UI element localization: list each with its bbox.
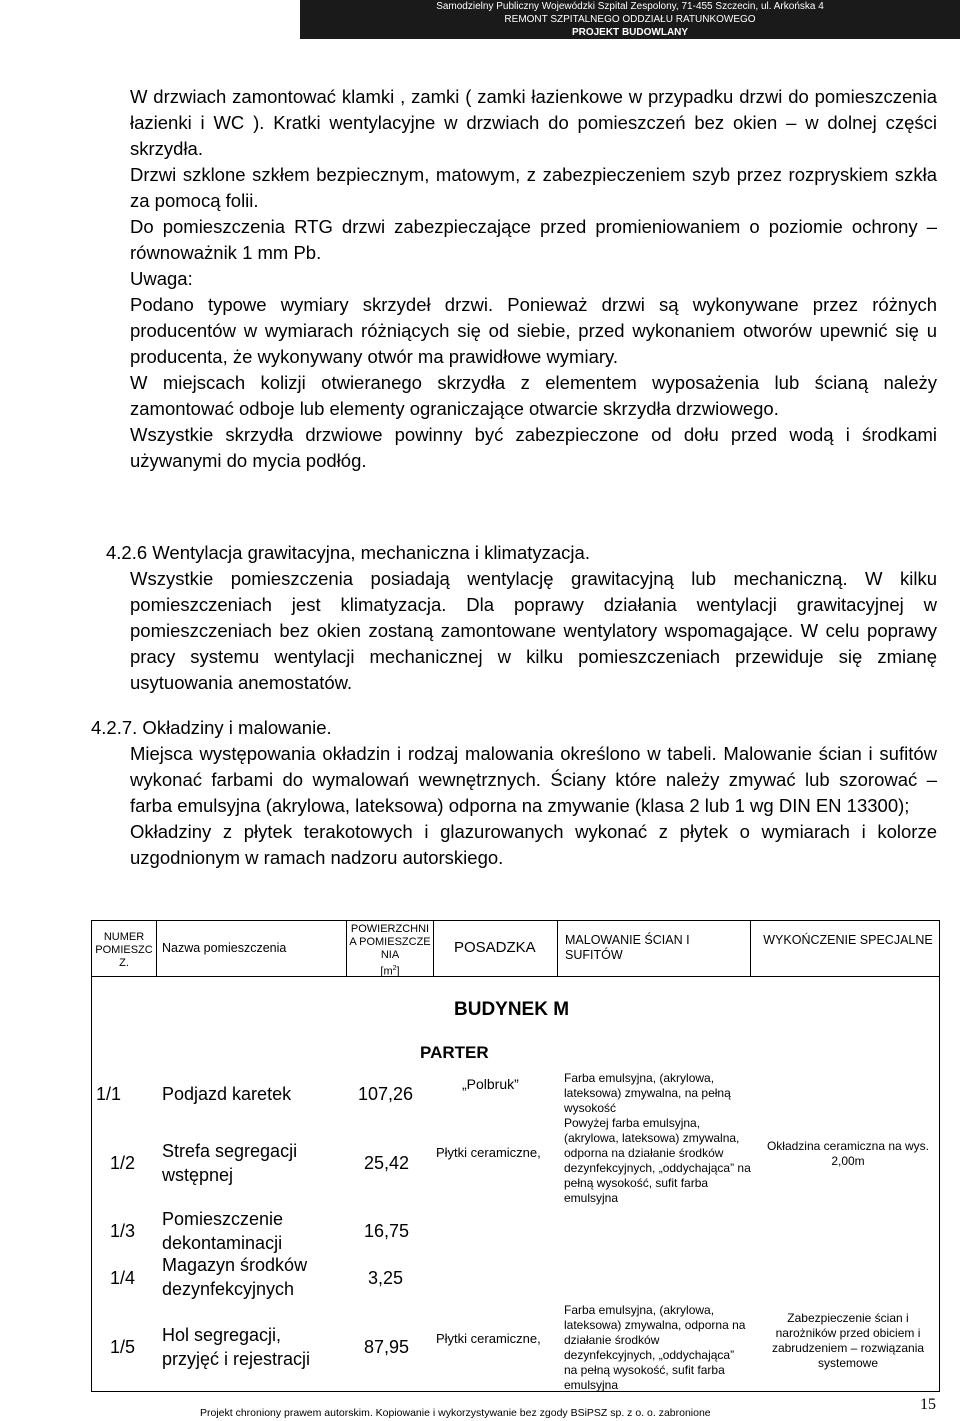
page-number: 15: [920, 1396, 936, 1413]
row-number: 1/2: [110, 1153, 136, 1173]
row-area: 107,26: [358, 1084, 414, 1104]
header-project: REMONT SZPITALNEGO ODDZIAŁU RATUNKOWEGO: [300, 13, 960, 26]
row-number: 1/5: [110, 1337, 136, 1357]
section-heading-finishes: 4.2.7. Okładziny i malowanie.: [91, 717, 332, 738]
col-header-finish: WYKOŃCZENIE SPECJALNE: [763, 933, 933, 947]
row-number: 1/4: [110, 1268, 136, 1288]
paragraph-finishes: Miejsca występowania okładzin i rodzaj malowania określono w tabeli. Malowanie ścian i sufitów wykonać farbami do wymalowań wewnętrznych. Ściany które należy zmywać lub szorować – farba emulsyjna (akrylowa, lateksowa) odporna na zmywanie (klasa 2 lub 1 wg DIN EN 13300);: [130, 743, 937, 816]
footer-copyright: Projekt chroniony prawem autorskim. Kopiowanie i wykorzystywanie bez zgody BSiPSZ sp. z o. o. zabronione: [200, 1407, 711, 1419]
floor-ceramic: Płytki ceramiczne,: [436, 1331, 541, 1346]
row-area: 3,25: [368, 1268, 404, 1288]
paragraph-protection: Wszystkie skrzydła drzwiowe powinny być zabezpieczone od dołu przed wodą i środkami używanymi do mycia podłóg.: [130, 424, 937, 471]
col-header-name: Nazwa pomieszczenia: [162, 941, 287, 955]
finishes-table: [91, 920, 940, 1392]
paragraph-dimensions: Podano typowe wymiary skrzydeł drzwi. Ponieważ drzwi są wykonywane przez różnych producentów w wymiarach różniących się od siebie, przed wykonaniem otworów upewnić się u producenta, że wykonywany otwór ma prawidłowe wymiary.: [130, 294, 937, 367]
paint-spec-1: Farba emulsyjna, (akrylowa, lateksowa) zmywalna, na pełną wysokość: [564, 1071, 731, 1115]
finish-spec-1: Okładzina ceramiczna na wys. 2,00m: [766, 1139, 930, 1168]
floor-polbruk: „Polbruk”: [462, 1076, 519, 1092]
paint-spec-3: Farba emulsyjna, (akrylowa, lateksowa) zmywalna, odporna na działanie środków dezynfekcyjnych, „oddychająca” na pełną wysokość, sufit farba emulsyjna: [564, 1303, 746, 1392]
section-ventilation: [130, 566, 937, 696]
level-label: PARTER: [420, 1043, 489, 1062]
row-number: 1/3: [110, 1221, 136, 1241]
floor-ceramic: Płytki ceramiczne,: [436, 1145, 541, 1160]
paragraph-handles: W drzwiach zamontować klamki , zamki ( zamki łazienkowe w przypadku drzwi do pomieszczenia łazienki i WC ). Kratki wentylacyjne w drzwiach do pomieszczeń bez okien – w dolnej części skrzydła.: [130, 86, 937, 159]
col-header-floor: POSADZKA: [454, 939, 536, 956]
paragraph-rtg: Do pomieszczenia RTG drzwi zabezpieczające przed promieniowaniem o poziomie ochrony – równoważnik 1 mm Pb.: [130, 216, 937, 263]
row-area: 87,95: [364, 1337, 410, 1357]
finish-spec-2: Zabezpieczenie ścian i narożników przed obiciem i zabrudzeniem – rozwiązania systemowe: [771, 1311, 925, 1370]
header-institution: Samodzielny Publiczny Wojewódzki Szpital Zespolony, 71-455 Szczecin, ul. Arkońska 4: [300, 0, 960, 13]
col-header-area-unit: $[m^2]$: [380, 965, 400, 978]
col-header-area: [347, 923, 433, 979]
paint-spec-2: Powyżej farba emulsyjna, (akrylowa, lateksowa) zmywalna, odporna na działanie środków dezynfekcyjnych, „oddychająca” na pełną wysokość, sufit farba emulsyjna: [564, 1116, 751, 1205]
row-name: Strefa segregacji wstępnej: [162, 1141, 298, 1185]
doors-section: [130, 84, 937, 474]
col-header-paint: MALOWANIE ŚCIAN I SUFITÓW: [565, 933, 690, 962]
row-name: Hol segregacji, przyjęć i rejestracji: [162, 1325, 311, 1369]
row-area: 16,75: [364, 1221, 410, 1241]
paragraph-note-label: Uwaga:: [130, 268, 193, 289]
row-area: 25,42: [364, 1153, 410, 1173]
paragraph-glass: Drzwi szklone szkłem bezpiecznym, matowym, z zabezpieczeniem szyb przez rozpryskiem szkła za pomocą folii.: [130, 164, 937, 211]
col-header-number: NUMER POMIESZC Z.: [95, 931, 153, 969]
section-heading-ventilation: 4.2.6 Wentylacja grawitacyjna, mechaniczna i klimatyzacja.: [106, 542, 590, 563]
paragraph-collisions: W miejscach kolizji otwieranego skrzydła z elementem wyposażenia lub ścianą należy zamontować odboje lub elementy ograniczające otwarcie skrzydła drzwiowego.: [130, 372, 937, 419]
paragraph-ventilation: Wszystkie pomieszczenia posiadają wentylację grawitacyjną lub mechaniczną. W kilku pomieszczeniach jest klimatyzacja. Dla poprawy działania wentylacji grawitacyjnej w pomieszczeniach bez okien zostaną zamontowane wentylatory wspomagające. W celu poprawy pracy systemu wentylacji mechanicznej w kilku pomieszczeniach przewiduje się zmianę usytuowania anemostatów.: [130, 568, 937, 693]
row-number: 1/1: [96, 1084, 122, 1104]
section-finishes: [130, 741, 937, 871]
paragraph-tiles: Okładziny z płytek terakotowych i glazurowanych wykonać z płytek o wymiarach i kolorze uzgodnionym w ramach nadzoru autorskiego.: [130, 821, 937, 868]
col-header-area-label: POWIERZCHNI A POMIESZCZE NIA: [349, 923, 431, 961]
row-name: Pomieszczenie dekontaminacji: [162, 1209, 284, 1253]
row-name: Magazyn środków dezynfekcyjnych: [162, 1255, 308, 1299]
row-name: Podjazd karetek: [162, 1084, 292, 1104]
header-doc-type: PROJEKT BUDOWLANY: [300, 26, 960, 39]
building-label: BUDYNEK M: [454, 999, 570, 1020]
